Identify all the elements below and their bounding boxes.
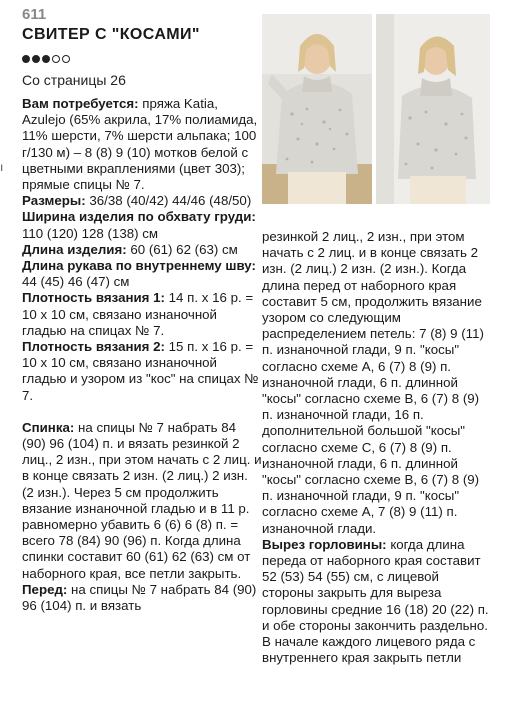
stray-mark: ı	[0, 160, 4, 174]
instruction-paragraph	[22, 290, 262, 339]
paragraph-label: Вырез горловины:	[262, 536, 387, 552]
paragraph-gap	[22, 404, 262, 420]
paragraph-label: Ширина изделия по обхвату груди:	[22, 209, 256, 225]
difficulty-dot-empty	[62, 55, 70, 63]
instruction-paragraph	[22, 96, 262, 193]
source-reference: Со страницы 26	[22, 72, 126, 88]
paragraph-label: Плотность вязания 2:	[22, 339, 165, 355]
paragraph-label: Длина рукава по внутреннему шву:	[22, 258, 256, 274]
paragraph-label: Перед:	[22, 581, 68, 597]
instruction-paragraph	[22, 339, 262, 404]
instruction-paragraph	[22, 193, 262, 209]
difficulty-rating	[22, 55, 70, 63]
paragraph-label: Вам потребуется:	[22, 96, 139, 111]
difficulty-dot-filled	[32, 55, 40, 63]
photo-side	[376, 14, 490, 204]
right-column	[262, 229, 490, 666]
paragraph-text: на спицы № 7 набрать 84 (90) 96 (104) п. и вязать	[22, 581, 257, 614]
difficulty-dot-filled	[42, 55, 50, 63]
paragraph-text: 36/38 (40/42) 44/46 (48/50)	[85, 193, 252, 209]
difficulty-dot-empty	[52, 55, 60, 63]
instruction-paragraph	[22, 582, 262, 614]
paragraph-text: 14 п. х 16 р. = 10 х 10 см, связано изнаночной гладью на спицах № 7.	[22, 290, 254, 338]
photo-front	[262, 14, 372, 204]
difficulty-dot-filled	[22, 55, 30, 63]
paragraph-text: 44 (45) 46 (47) см	[22, 274, 130, 290]
paragraph-label: Длина изделия:	[22, 241, 127, 257]
paragraph-text: 110 (120) 128 (138) см	[22, 225, 159, 241]
paragraph-text: пряжа Katia, Azulejo (65% акрила, 17% полиамида, 11% шерсти, 7% шерсти альпака; 100 г/130 м) – 8 (8) 9 (10) мотков белой с цветными вкраплениями (цвет 303); прямые спицы № 7.	[22, 96, 258, 193]
instruction-paragraph	[262, 229, 490, 537]
instruction-paragraph	[22, 209, 262, 241]
instruction-paragraph	[22, 420, 262, 582]
paragraph-text: резинкой 2 лиц., 2 изн., при этом начать с 2 лиц. и в конце связать 2 изн. (2 лиц.) 2 изн. (2 изн.). Когда длина перед от наборного края составит 5 см, продолжить вязание узором со следующим распределением петель: 7 (8) 9 (11) п. изнаночной глади, 9 п. "косы" согласно схеме А, 6 (7) 8 (9) п. изнаночной глади, 6 п. длинной "косы" согласно схеме В, 6 (7) 8 (9) п. изнаночной глади, 16 п. дополнительной большой "косы" согласно схеме С, 6 (7) 8 (9) п. изнаночной глади, 6 п. длинной "косы" согласно схеме В, 6 (7) 8 (9) п. изнаночной глади, 9 п. "косы" согласно схеме А, 7 (8) 9 (11) п. изнаночной глади.	[262, 229, 484, 536]
page-number: 611	[22, 6, 47, 23]
paragraph-text: на спицы № 7 набрать 84 (90) 96 (104) п. и вязать резинкой 2 лиц., 2 изн., при этом начать с 2 лиц. и в конце связать 2 изн. (2 лиц.) 2 изн. (2 изн.). Через 5 см продолжить вязание изнаночной гладью и в 11 р. равномерно убавить 6 (6) 6 (8) п. = всего 78 (84) 90 (96) п. Когда длина спинки составит 60 (61) 62 (63) см от наборного края, все петли закрыть.	[22, 419, 262, 581]
paragraph-text: 15 п. х 16 р. = 10 х 10 см, связано изнаночной гладью и узором из "кос" на спицах № 7.	[22, 339, 259, 403]
instruction-paragraph	[262, 537, 490, 667]
paragraph-label: Плотность вязания 1:	[22, 290, 165, 306]
paragraph-label: Спинка:	[22, 419, 75, 435]
page-title: СВИТЕР С "КОСАМИ"	[22, 26, 200, 43]
paragraph-text: 60 (61) 62 (63) см	[126, 241, 238, 257]
instruction-paragraph	[22, 242, 262, 258]
instruction-paragraph	[22, 258, 262, 290]
paragraph-text: когда длина переда от наборного края составит 52 (53) 54 (55) см, с лицевой стороны закрыть для выреза горловины средние 16 (18) 20 (22) п. и обе стороны закончить раздельно. В начале каждого лицевого ряда с внутреннего края закрыть петли	[262, 536, 489, 666]
left-column	[22, 96, 262, 614]
paragraph-label: Размеры:	[22, 193, 86, 209]
